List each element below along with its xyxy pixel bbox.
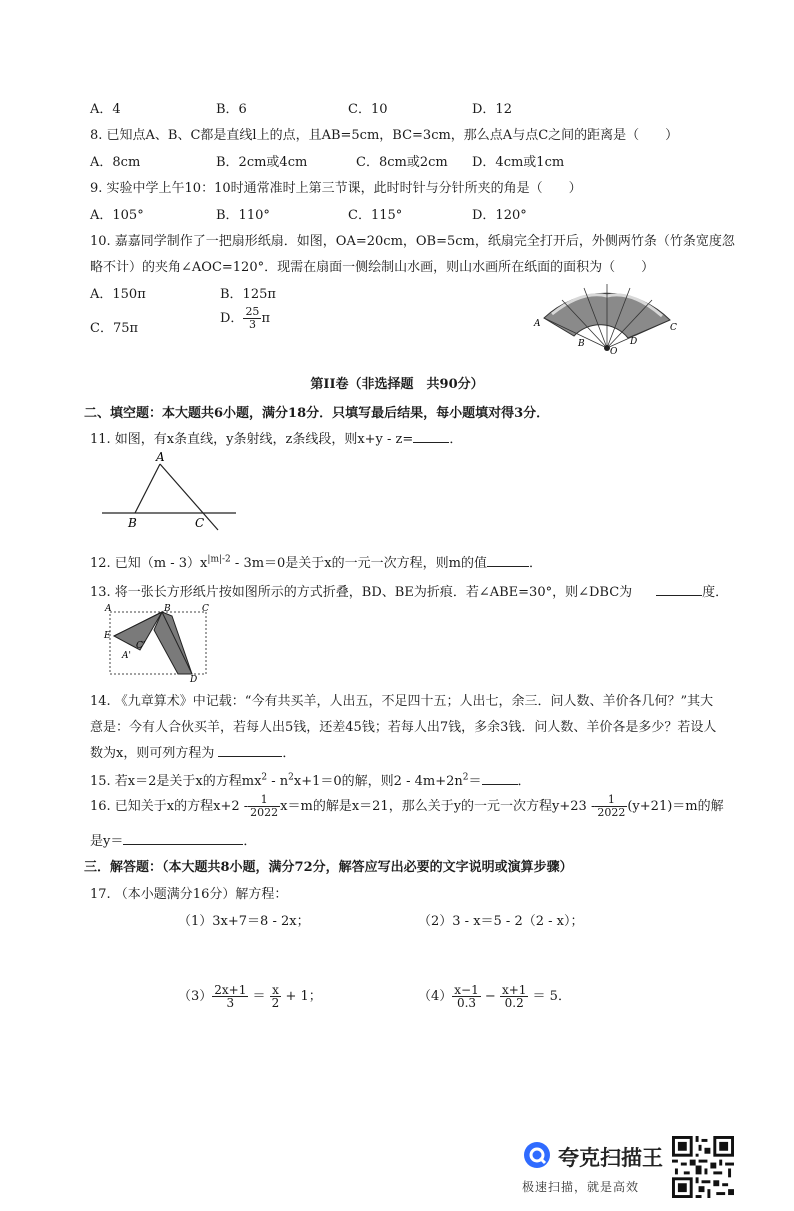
q17-p4-den1: 0.3 — [456, 996, 477, 1010]
q17-p3-frac2 — [270, 984, 282, 1009]
scanner-logo-icon — [522, 1140, 552, 1170]
q15-post: x+1＝0的解，则2 - 4m+2n — [293, 774, 463, 789]
q13-label-c-prime: C' — [136, 641, 146, 651]
q16-frac2-den: 2022 — [597, 806, 626, 819]
q13-label-c: C — [202, 604, 209, 614]
fan-figure — [532, 270, 682, 356]
q13-label-a: A — [105, 604, 112, 614]
q15-sup3: 2 — [462, 772, 469, 783]
q10-option-b: B．125π — [220, 287, 276, 302]
q17-p3-frac1 — [212, 984, 248, 1009]
q13-label-d: D — [190, 675, 198, 682]
fan-label-d: D — [630, 337, 638, 347]
q16-line2 — [90, 830, 256, 849]
q10-d-num: 25 — [245, 305, 260, 318]
q15-eq: ＝ — [468, 774, 482, 789]
section3-heading: 三．解答题：（本大题共8小题，满分72分，解答应写出必要的文字说明或演算步骤） — [84, 860, 573, 875]
q15-sup1: 2 — [261, 772, 268, 783]
q11-label-a: A — [156, 450, 165, 464]
q12-exponent: |m|-2 — [207, 554, 231, 565]
q12-end: ． — [528, 556, 542, 571]
q15-sup2: 2 — [288, 772, 294, 783]
q17-p3-den2: 2 — [271, 996, 280, 1010]
q7-option-d: D．12 — [472, 102, 512, 117]
q9-option-d: D．120° — [472, 208, 527, 223]
q7-option-a: A．4 — [90, 102, 121, 117]
q17-p4-frac2 — [500, 984, 528, 1009]
q16-answer-blank[interactable] — [123, 832, 243, 845]
q17-stem: 17. （本小题满分16分）解方程： — [90, 887, 288, 902]
q10-option-c: C．75π — [90, 321, 139, 336]
q16-line2-text: 是y＝ — [90, 834, 124, 849]
q8-option-b: B．2cm或4cm — [216, 155, 308, 170]
q16-pre: 16. 已知关于x的方程x+2 - — [90, 799, 249, 814]
q12-stem — [90, 552, 542, 571]
q13-fold-right — [154, 612, 192, 674]
q9-stem: 9. 实验中学上午10：10时通常准时上第三节课，此时时针与分针所夹的角是（ ） — [90, 181, 582, 196]
q17-p4-pre: （4） — [418, 989, 453, 1004]
q11-end: ． — [449, 432, 463, 447]
q12-answer-blank[interactable] — [487, 554, 529, 567]
q11-label-c: C — [195, 516, 205, 530]
q11-line-ac — [160, 464, 218, 530]
q16-frac1 — [248, 794, 280, 819]
q8-option-c: C．8cm或2cm — [356, 155, 448, 170]
q9-option-a: A．105° — [90, 208, 144, 223]
q10-d-prefix: D． — [220, 311, 244, 326]
q13-end: 度． — [702, 585, 729, 600]
q14-line1: 14. 《九章算术》中记载：“今有共买羊，人出五，不足四十五；人出七，余三．问人数、羊价各几何？”其大 — [90, 694, 714, 709]
q11-figure — [100, 448, 240, 532]
q13-figure — [100, 602, 212, 682]
q16-frac2 — [595, 794, 627, 819]
q14-text: 数为x，则可列方程为 — [90, 746, 215, 761]
scanner-brand: 夸克扫描王 — [558, 1146, 663, 1170]
fan-label-c: C — [670, 323, 677, 333]
q17-p3-num1: 2x+1 — [214, 983, 247, 997]
q10-option-a: A．150π — [90, 287, 146, 302]
q10-d-fraction — [243, 306, 261, 331]
q12-post: - 3m＝0是关于x的一元一次方程，则m的值 — [230, 556, 487, 571]
q8-option-a: A．8cm — [90, 155, 141, 170]
q10-line2: 略不计）的夹角∠AOC=120°．现需在扇面一侧绘制山水画，则山水画所在纸面的面积为（ ） — [90, 260, 655, 275]
q11-stem — [90, 428, 462, 447]
q17-p3-pre: （3） — [178, 989, 213, 1004]
section2-heading: 二、填空题：本大题共6小题，满分18分．只填写最后结果，每小题填对得3分． — [84, 406, 550, 421]
q13-label-e: E — [104, 631, 111, 641]
q7-option-b: B．6 — [216, 102, 247, 117]
q16-post: (y+21)＝m的解 — [627, 799, 724, 814]
q15-answer-blank[interactable] — [482, 772, 518, 785]
q14-line3 — [90, 742, 295, 761]
q16-frac1-den: 2022 — [250, 806, 279, 819]
q16-mid: x＝m的解是x＝21，那么关于y的一元一次方程y+23 - — [280, 799, 596, 814]
q14-line2: 意是：今有人合伙买羊，若每人出5钱，还差45钱；若每人出7钱，多余3钱．问人数、羊价各是多少？若设人 — [90, 720, 717, 735]
q16-end: ． — [243, 834, 257, 849]
q17-p3-den1: 3 — [226, 996, 235, 1010]
q17-part1: （1）3x+7＝8 - 2x； — [178, 914, 310, 929]
q11-segment-ab — [135, 464, 160, 513]
q10-option-d — [220, 306, 270, 331]
q15-mid: - n — [267, 774, 289, 789]
q17-p4-num1: x−1 — [454, 983, 479, 997]
q11-text: 11. 如图，有x条直线，y条射线，z条线段，则x+y - z= — [90, 432, 414, 447]
q12-pre: 12. 已知（m - 3）x — [90, 556, 208, 571]
q9-option-c: C．115° — [348, 208, 403, 223]
q10-d-suffix: π — [261, 311, 270, 326]
q7-option-c: C．10 — [348, 102, 388, 117]
fan-label-a: A — [534, 319, 541, 329]
q17-p4-frac1 — [452, 984, 480, 1009]
q13-stem — [90, 581, 728, 600]
q10-d-den: 3 — [248, 318, 256, 331]
q15-pre: 15. 若x＝2是关于x的方程mx — [90, 774, 262, 789]
q15-end: ． — [517, 774, 531, 789]
q16-line1 — [90, 794, 724, 819]
q17-p3-eq: ＝ — [252, 989, 266, 1004]
q13-label-a-prime: A' — [122, 651, 131, 661]
q8-stem: 8. 已知点A、B、C都是直线l上的点，且AB=5cm，BC=3cm，那么点A与点C之间的距离是（ ） — [90, 128, 679, 143]
fan-label-b: B — [578, 339, 585, 349]
q11-label-b: B — [128, 516, 137, 530]
q15-stem — [90, 770, 531, 789]
q17-p3-post: + 1； — [285, 989, 322, 1004]
q16-frac1-num: 1 — [248, 794, 280, 807]
q17-part4 — [418, 984, 571, 1009]
q17-p4-minus: − — [484, 989, 496, 1004]
q14-answer-blank[interactable] — [218, 744, 282, 757]
q17-part3 — [178, 984, 322, 1009]
scanner-slogan: 极速扫描，就是高效 — [522, 1180, 640, 1194]
qr-code — [672, 1136, 734, 1198]
q8-option-d: D．4cm或1cm — [472, 155, 565, 170]
q11-answer-blank[interactable] — [413, 430, 449, 443]
q17-p4-num2: x+1 — [501, 983, 527, 997]
q9-option-b: B．110° — [216, 208, 270, 223]
q13-answer-blank[interactable] — [656, 583, 702, 596]
q13-text: 13. 将一张长方形纸片按如图所示的方式折叠，BD、BE为折痕．若∠ABE=30°，则∠DBC为 — [90, 585, 633, 600]
q17-p4-post: ＝ 5． — [532, 989, 571, 1004]
q17-part2: （2）3 - x＝5 - 2（2 - x）； — [418, 914, 584, 929]
part2-title: 第II卷（非选择题 共90分） — [310, 377, 484, 392]
q10-line1: 10. 嘉嘉同学制作了一把扇形纸扇．如图，OA=20cm，OB=5cm，纸扇完全打开后，外侧两竹条（竹条宽度忽 — [90, 234, 735, 249]
q16-frac2-num: 1 — [595, 794, 627, 807]
scanner-watermark — [520, 1138, 670, 1198]
q13-label-b: B — [164, 604, 171, 614]
q17-p4-den2: 0.2 — [504, 996, 524, 1010]
q14-end: ． — [282, 746, 296, 761]
q17-p3-num2: x — [270, 984, 282, 997]
fan-label-o: O — [610, 347, 618, 356]
